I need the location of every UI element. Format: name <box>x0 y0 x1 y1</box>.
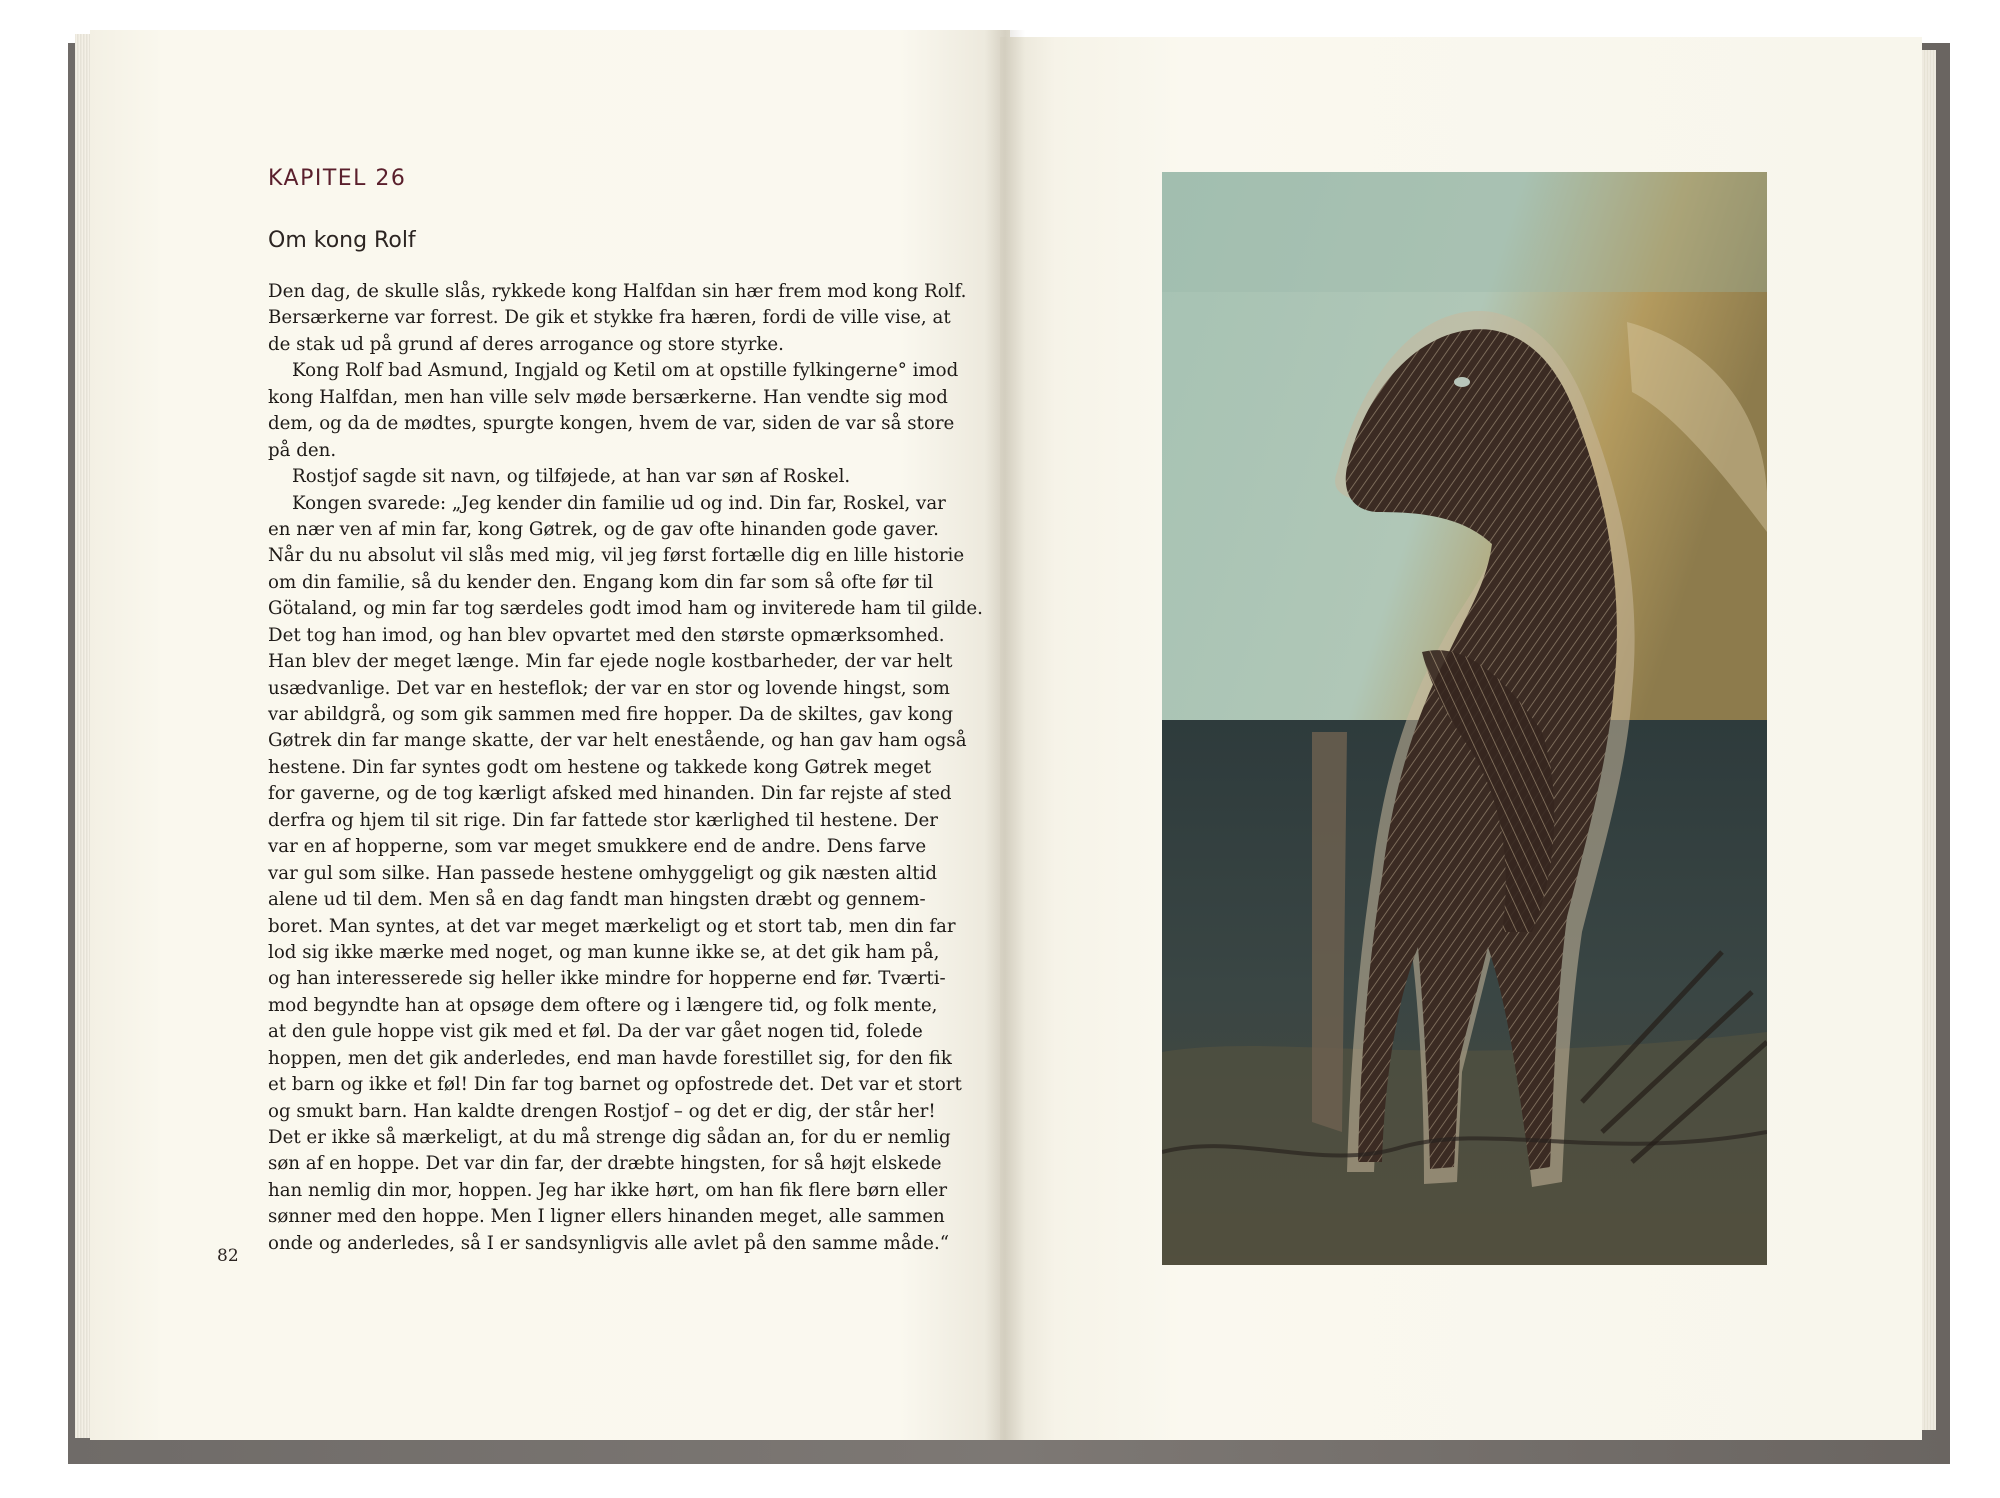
text-line: de stak ud på grund af deres arrogance og store styrke. <box>268 333 784 355</box>
spine-gutter <box>985 30 1025 1440</box>
text-line: han nemlig din mor, hoppen. Jeg har ikke hørt, om han fik flere børn eller <box>268 1179 948 1201</box>
text-line: hestene. Din far syntes godt om hestene og takkede kong Gøtrek meget <box>268 756 932 778</box>
text-line: og han interesserede sig heller ikke mindre for hopperne end før. Tværti- <box>268 968 946 990</box>
text-line: Den dag, de skulle slås, rykkede kong Halfdan sin hær frem mod kong Rolf. <box>268 281 967 302</box>
text-line: Götaland, og min far tog særdeles godt imod ham og inviterede ham til gilde. <box>268 598 983 620</box>
text-line: Det tog han imod, og han blev opvartet med den største opmærksomhed. <box>268 624 945 646</box>
text-line: at den gule hoppe vist gik med et føl. Da der var gået nogen tid, folede <box>268 1021 923 1043</box>
text-line: kong Halfdan, men han ville selv møde bersærkerne. Han vendte sig mod <box>268 386 948 408</box>
text-line: hoppen, men det gik anderledes, end man havde forestillet sig, for den fik <box>268 1047 952 1069</box>
text-line: på den. <box>268 439 337 461</box>
text-line: derfra og hjem til sit rige. Din far fattede stor kærlighed til hestene. Der <box>268 809 938 831</box>
text-line: Det er ikke så mærkeligt, at du må strenge dig sådan an, for du er nemlig <box>268 1127 951 1148</box>
text-line: boret. Man syntes, at det var meget mærkeligt og et stort tab, men din far <box>268 915 956 937</box>
text-line: Kongen svarede: „Jeg kender din familie ud og ind. Din far, Roskel, var <box>292 492 946 514</box>
woodcut-horse-icon <box>1162 172 1767 1265</box>
text-line: søn af en hoppe. Det var din far, der dræbte hingsten, for så højt elskede <box>268 1153 942 1175</box>
text-line: Når du nu absolut vil slås med mig, vil jeg først fortælle dig en lille historie <box>268 545 965 567</box>
text-line: onde og anderledes, så I er sandsynligvis alle avlet på den samme måde.“ <box>268 1232 950 1254</box>
text-line: et barn og ikke et føl! Din far tog barnet og opfostrede det. Det var et stort <box>268 1074 962 1096</box>
text-line: var abildgrå, og som gik sammen med fire hopper. Da de skiltes, gav kong <box>268 704 953 725</box>
text-line: usædvanlige. Det var en hesteflok; der var en stor og lovende hingst, som <box>268 677 950 699</box>
text-line: dem, og da de mødtes, spurgte kongen, hvem de var, siden de var så store <box>268 413 955 435</box>
body-text <box>268 279 983 1257</box>
text-line: Rostjof sagde sit navn, og tilføjede, at han var søn af Roskel. <box>292 466 851 488</box>
text-line: mod begyndte han at opsøge dem oftere og i længere tid, og folk mente, <box>268 994 938 1016</box>
text-line: om din familie, så du kender den. Engang kom din far som så ofte før til <box>268 571 934 593</box>
page-edges-right <box>1920 50 1936 1430</box>
text-line: Gøtrek din far mange skatte, der var helt enestående, og han gav ham også <box>268 730 967 752</box>
text-line: var en af hopperne, som var meget smukkere end de andre. Dens farve <box>268 836 927 858</box>
section-title: Om kong Rolf <box>268 228 416 253</box>
text-line: var gul som silke. Han passede hestene omhyggeligt og gik næsten altid <box>268 862 937 884</box>
text-line: Kong Rolf bad Asmund, Ingjald og Ketil om at opstille fylkingerne° imod <box>292 360 959 382</box>
text-line: Bersærkerne var forrest. De gik et stykke fra hæren, fordi de ville vise, at <box>268 307 951 329</box>
page-number: 82 <box>217 1246 239 1266</box>
text-line: en nær ven af min far, kong Gøtrek, og de gav ofte hinanden gode gaver. <box>268 518 939 540</box>
text-line: lod sig ikke mærke med noget, og man kunne ikke se, at det gik ham på, <box>268 941 940 963</box>
text-line: Han blev der meget længe. Min far ejede nogle kostbarheder, der var helt <box>268 651 953 673</box>
text-line: alene ud til dem. Men så en dag fandt man hingsten dræbt og gennem- <box>268 889 926 911</box>
text-line: sønner med den hoppe. Men I ligner ellers hinanden meget, alle sammen <box>268 1206 945 1228</box>
chapter-heading: KAPITEL 26 <box>268 166 407 191</box>
text-line: og smukt barn. Han kaldte drengen Rostjof – og det er dig, der står her! <box>268 1100 936 1122</box>
text-line: for gaverne, og de tog kærligt afsked med hinanden. Din far rejste af sted <box>268 783 952 805</box>
